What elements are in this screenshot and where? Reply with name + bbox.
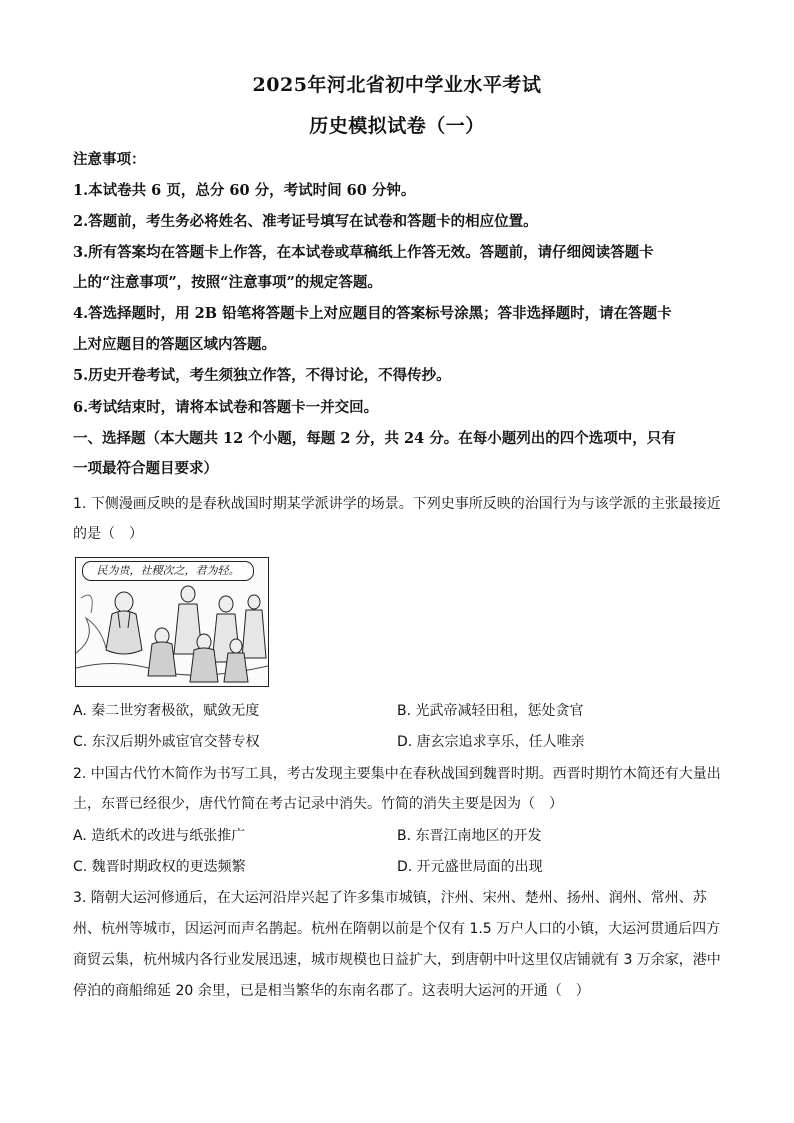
question-1-stem-cont: 的是（ ） — [73, 526, 143, 542]
notice-line: 4.答选择题时，用 2B 铅笔将答题卡上对应题目的答案标号涂黑；答非选择题时，请在答题卡 — [73, 305, 672, 322]
question-2-option-d[interactable]: D. 开元盛世局面的出现 — [397, 859, 543, 875]
question-3-stem-cont: 商贸云集，杭州城内各行业发展迅速，城市规模也日益扩大，到唐朝中叶这里仅店铺就有 3 万余家，港中 — [73, 952, 721, 968]
exam-title: 2025年河北省初中学业水平考试 — [252, 74, 542, 96]
question-2-stem-cont: 土，东晋已经很少，唐代竹简在考古记录中消失。竹简的消失主要是因为（ ） — [73, 796, 563, 812]
question-2-option-c[interactable]: C. 魏晋时期政权的更迭频繁 — [73, 859, 246, 875]
notice-line: 6.考试结束时，请将本试卷和答题卡一并交回。 — [73, 399, 379, 416]
exam-subtitle: 历史模拟试卷（一） — [309, 115, 485, 137]
question-3-stem: 3. 隋朝大运河修通后，在大运河沿岸兴起了许多集市城镇，汴州、宋州、楚州、扬州、润州、常州、苏 — [73, 890, 707, 906]
question-1-cartoon — [75, 557, 269, 687]
question-1-option-c[interactable]: C. 东汉后期外戚宦官交替专权 — [73, 734, 260, 750]
question-1-option-d[interactable]: D. 唐玄宗追求享乐，任人唯亲 — [397, 734, 585, 750]
notice-line: 上对应题目的答题区域内答题。 — [73, 336, 276, 353]
notice-line: 3.所有答案均在答题卡上作答，在本试卷或草稿纸上作答无效。答题前，请仔细阅读答题卡 — [73, 244, 654, 261]
notice-heading: 注意事项： — [73, 151, 146, 168]
notice-line: 5.历史开卷考试，考生须独立作答，不得讨论，不得传抄。 — [73, 367, 451, 384]
section-heading-cont: 一项最符合题目要求） — [73, 460, 218, 477]
section-heading: 一、选择题（本大题共 12 个小题，每题 2 分，共 24 分。在每小题列出的四个选项中，只有 — [73, 430, 676, 447]
notice-line: 上的“注意事项”，按照“注意事项”的规定答题。 — [73, 274, 382, 291]
question-1-option-a[interactable]: A. 秦二世穷奢极欲，赋敛无度 — [73, 703, 260, 719]
question-3-stem-cont: 停泊的商船绵延 20 余里，已是相当繁华的东南名郡了。这表明大运河的开通（ ） — [73, 983, 590, 999]
question-2-option-b[interactable]: B. 东晋江南地区的开发 — [397, 828, 542, 844]
question-2-option-a[interactable]: A. 造纸术的改进与纸张推广 — [73, 828, 246, 844]
notice-line: 1.本试卷共 6 页，总分 60 分，考试时间 60 分钟。 — [73, 182, 416, 199]
notice-line: 2.答题前，考生务必将姓名、准考证号填写在试卷和答题卡的相应位置。 — [73, 213, 538, 230]
question-2-stem: 2. 中国古代竹木简作为书写工具，考古发现主要集中在春秋战国到魏晋时期。西晋时期竹木简还有大量出 — [73, 766, 721, 782]
question-1-option-b[interactable]: B. 光武帝减轻田租，惩处贪官 — [397, 703, 584, 719]
question-1-stem: 1. 下侧漫画反映的是春秋战国时期某学派讲学的场景。下列史事所反映的治国行为与该学派的主张最接近 — [73, 496, 721, 512]
question-3-stem-cont: 州、杭州等城市，因运河而声名鹊起。杭州在隋朝以前是个仅有 1.5 万户人口的小镇，大运河贯通后四方 — [73, 921, 721, 937]
cartoon-caption: 民为贵，社稷次之，君为轻。 — [82, 561, 254, 581]
